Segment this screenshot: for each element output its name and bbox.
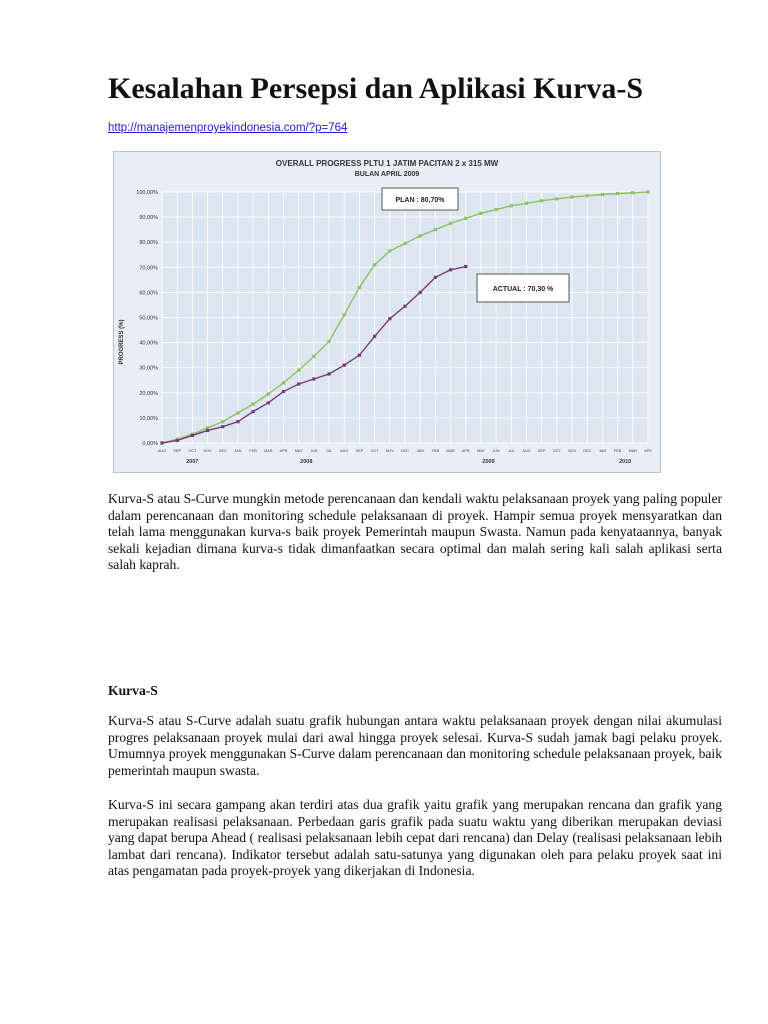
chart-subtitle: BULAN APRIL 2009: [354, 171, 420, 178]
actual-data-point: [464, 265, 467, 268]
x-tick-label: NOV: [203, 449, 212, 453]
year-label: 2010: [619, 459, 632, 465]
x-tick-label: OCT: [370, 449, 379, 453]
x-tick-label: JUN: [310, 449, 318, 453]
plan-data-point: [358, 286, 361, 289]
section-paragraph-2: Kurva-S ini secara gampang akan terdiri atas dua grafik yaitu grafik yang merupakan rencana dan grafik yang merupakan realisasi pelaksanaan. Perbedaan garis grafik pada suatu waktu yang diberikan merupakan deviasi yang dapat berupa Ahead ( realisasi pelaksanaan lebih cepat dari rencana) dan Delay (realisasi pelaksanaan lebih lambat dari rencana). Indikator tersebut adalah satu-satunya yang digunakan oleh para pelaku proyek saat ini atas pengamatan pada proyek-proyek yang dikerjakan di Indonesia.: [108, 797, 722, 879]
plan-data-point: [419, 234, 422, 237]
plan-annotation: PLAN : 80,70%: [395, 197, 445, 204]
plan-data-point: [555, 197, 558, 200]
actual-data-point: [297, 382, 300, 385]
actual-data-point: [236, 420, 239, 423]
x-tick-label: SEP: [537, 449, 546, 453]
x-tick-label: DEC: [400, 449, 410, 453]
x-tick-label: AUG: [340, 449, 349, 453]
plan-data-point: [252, 402, 255, 405]
actual-data-point: [191, 434, 194, 437]
y-tick-label: 30,00%: [139, 365, 158, 372]
source-link[interactable]: http://manajemenproyekindonesia.com/?p=764: [108, 122, 348, 134]
x-tick-label: MAY: [294, 449, 303, 453]
y-tick-label: 0,00%: [142, 441, 158, 447]
plan-data-point: [631, 191, 634, 194]
y-tick-label: 40,00%: [139, 340, 158, 347]
actual-data-point: [160, 441, 163, 444]
actual-data-point: [206, 429, 209, 432]
y-tick-label: 90,00%: [139, 215, 158, 222]
x-tick-label: JAN: [234, 449, 242, 453]
x-tick-label: JAN: [416, 449, 424, 453]
chart-canvas: [114, 152, 660, 472]
plan-data-point: [540, 199, 543, 202]
actual-data-point: [419, 291, 422, 294]
plan-data-point: [601, 193, 604, 196]
x-tick-label: OCT: [552, 449, 561, 453]
x-tick-label: MAR: [628, 449, 638, 453]
x-tick-label: FEB: [249, 449, 257, 453]
s-curve-chart: [113, 151, 661, 473]
x-tick-label: FEB: [613, 449, 622, 453]
plan-data-point: [464, 217, 467, 220]
x-tick-label: MAY: [476, 449, 485, 453]
plan-data-point: [570, 195, 573, 198]
plan-data-point: [343, 313, 346, 316]
plan-data-point: [282, 381, 285, 384]
plan-data-point: [327, 340, 330, 343]
x-tick-label: JUL: [507, 449, 515, 453]
actual-data-point: [282, 390, 285, 393]
x-tick-label: APR: [461, 449, 470, 453]
actual-data-point: [373, 335, 376, 338]
plan-data-point: [373, 263, 376, 266]
x-tick-label: JUN: [492, 449, 500, 453]
plan-data-point: [297, 369, 300, 372]
actual-data-point: [221, 425, 224, 428]
y-tick-label: 60,00%: [139, 290, 158, 297]
plan-data-point: [236, 411, 239, 414]
plan-data-point: [495, 208, 498, 211]
plan-data-point: [267, 392, 270, 395]
actual-data-point: [403, 305, 406, 308]
x-tick-label: SEP: [173, 449, 181, 453]
section-paragraph-1: Kurva-S atau S-Curve adalah suatu grafik hubungan antara waktu pelaksanaan proyek dengan nilai akumulasi progres pelaksanaan proyek mulai dari awal hingga proyek selesai. Kurva-S sudah jamak bagi pelaku proyek. Umumnya proyek menggunakan S-Curve dalam perencanaan dan monitoring schedule pelaksanaan proyek, baik pemerintah maupun swasta.: [108, 713, 722, 778]
y-axis-label: PROGRESS (%): [119, 319, 125, 365]
actual-data-point: [312, 377, 315, 380]
x-tick-label: MAR: [446, 449, 455, 453]
x-tick-label: APR: [279, 449, 288, 453]
year-label: 2007: [186, 459, 199, 465]
actual-annotation: ACTUAL : 70,30 %: [492, 286, 554, 293]
x-tick-label: APR: [644, 449, 652, 453]
actual-data-point: [434, 276, 437, 279]
intro-paragraph: Kurva-S atau S-Curve mungkin metode perencanaan dan kendali waktu pelaksanaan proyek yang paling populer dalam perencanaan dan monitoring schedule pelaksanaan di proyek. Hampir semua proyek mensyaratkan dan telah lama menggunakan kurva-s baik proyek Pemerintah maupun Swasta. Namun pada kenyataannya, banyak sekali kejadian dimana kurva-s tidak dimanfaatkan secara optimal dan malah sering kali salah aplikasi serta salah kaprah.: [108, 491, 722, 573]
year-label: 2009: [482, 459, 495, 465]
y-tick-label: 20,00%: [139, 390, 158, 397]
x-tick-label: AUG: [157, 449, 167, 453]
x-tick-label: FEB: [431, 449, 440, 453]
y-tick-label: 100,00%: [136, 190, 158, 196]
plan-data-point: [479, 212, 482, 215]
actual-data-point: [358, 354, 361, 357]
x-tick-label: JAN: [598, 449, 607, 453]
plan-data-point: [388, 249, 391, 252]
actual-data-point: [252, 410, 255, 413]
plan-data-point: [221, 420, 224, 423]
actual-data-point: [267, 401, 270, 404]
y-tick-label: 80,00%: [139, 240, 158, 247]
chart-title: OVERALL PROGRESS PLTU 1 JATIM PACITAN 2 x 315 MW: [275, 159, 499, 168]
plan-data-point: [449, 222, 452, 225]
y-tick-label: 70,00%: [139, 265, 158, 272]
x-tick-label: NOV: [385, 449, 394, 453]
actual-data-point: [343, 364, 346, 367]
x-tick-label: NOV: [567, 449, 577, 453]
y-tick-label: 10,00%: [139, 415, 158, 422]
x-tick-label: JUL: [325, 449, 333, 453]
y-tick-label: 50,00%: [139, 315, 158, 322]
x-tick-label: DEC: [218, 449, 227, 453]
plan-data-point: [616, 192, 619, 195]
x-tick-label: DEC: [583, 449, 592, 453]
plan-data-point: [312, 355, 315, 358]
actual-data-point: [388, 317, 391, 320]
x-tick-label: AUG: [522, 449, 531, 453]
section-heading: Kurva-S: [108, 683, 158, 698]
actual-data-point: [176, 439, 179, 442]
page-title: Kesalahan Persepsi dan Aplikasi Kurva-S: [108, 72, 644, 105]
plan-data-point: [586, 194, 589, 197]
year-label: 2008: [300, 459, 313, 465]
x-tick-label: SEP: [355, 449, 364, 453]
plan-data-point: [646, 190, 649, 193]
x-tick-label: MAR: [264, 449, 273, 453]
actual-data-point: [327, 372, 330, 375]
actual-data-point: [449, 268, 452, 271]
x-tick-label: OCT: [188, 449, 197, 453]
plan-data-point: [434, 228, 437, 231]
plan-data-point: [403, 242, 406, 245]
plan-data-point: [525, 202, 528, 205]
plan-data-point: [510, 204, 513, 207]
